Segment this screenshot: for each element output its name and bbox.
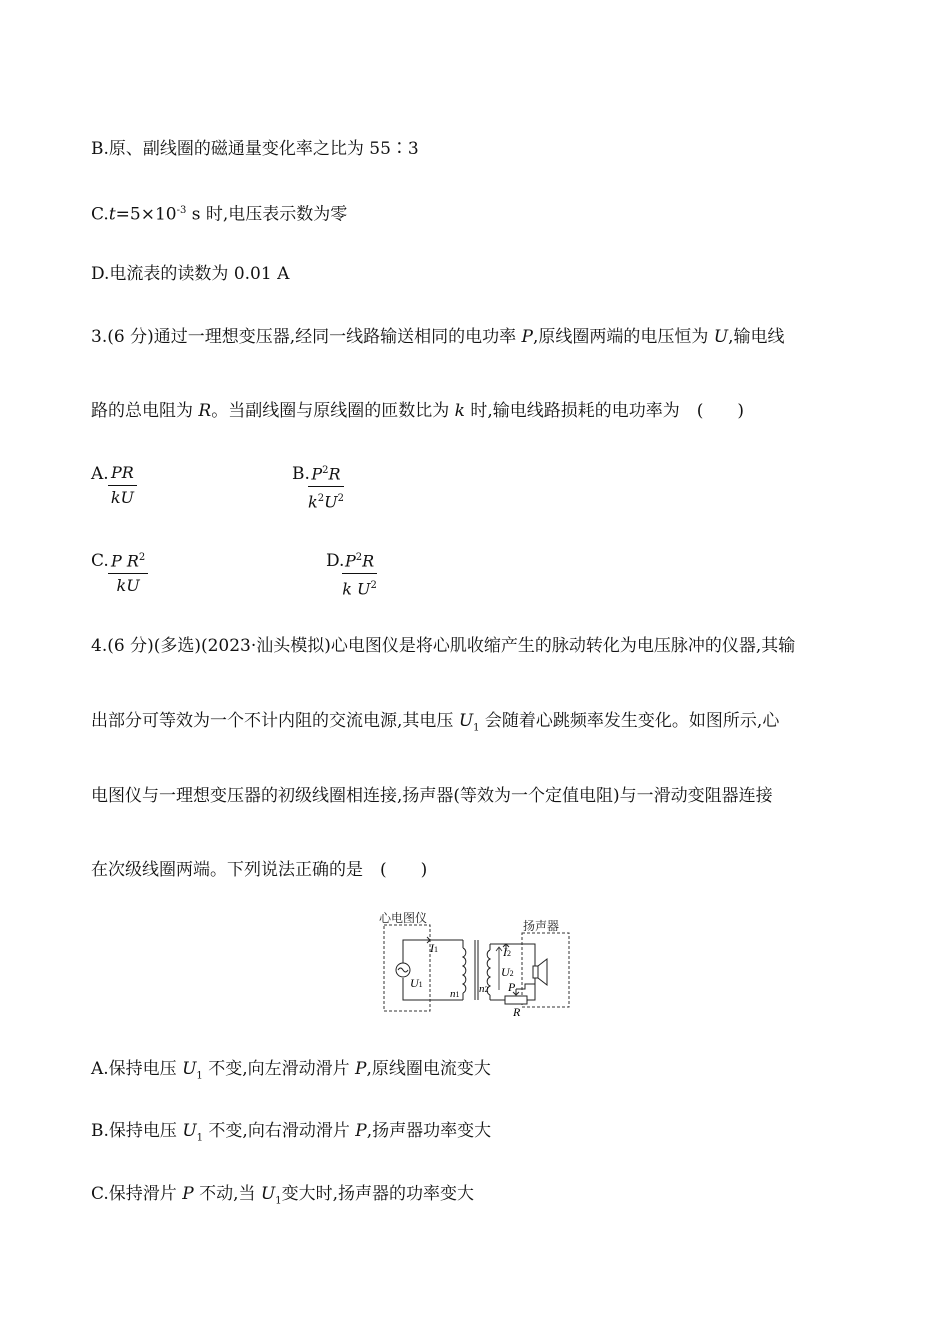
speaker-icon bbox=[533, 966, 538, 978]
svg-text:I1: I1 bbox=[430, 941, 438, 955]
primary-coil-icon bbox=[463, 948, 466, 993]
q4-option-a: A.保持电压 $U_1$ 不变,向左滑动滑片 P,原线圈电流变大 bbox=[91, 1059, 491, 1082]
q3-option-b-label: B. bbox=[292, 464, 310, 484]
q4-stem-line2: 出部分可等效为一个不计内阻的交流电源,其电压 $U_1$ 会随着心跳频率发生变化。如图所示,心 bbox=[91, 711, 780, 734]
q3-option-c-label: C. bbox=[91, 551, 109, 571]
svg-text:R: R bbox=[513, 1005, 521, 1019]
svg-text:U1: U1 bbox=[410, 976, 423, 990]
q2-option-d: D.电流表的读数为 0.01 A bbox=[91, 264, 290, 284]
svg-text:U2: U2 bbox=[501, 965, 514, 979]
q3-option-d-fraction: $\frac{P^2R}{k U^2}$ bbox=[342, 548, 377, 600]
svg-text:P: P bbox=[508, 980, 516, 994]
q3-option-a-label: A. bbox=[91, 464, 109, 484]
q4-option-c: C.保持滑片 P 不动,当 $U_1$变大时,扬声器的功率变大 bbox=[91, 1184, 474, 1207]
svg-text:I2: I2 bbox=[503, 945, 511, 959]
q3-stem-line2: 路的总电阻为 R。当副线圈与原线圈的匝数比为 k 时,输电线路损耗的电功率为 ( ) bbox=[91, 401, 745, 421]
q3-option-c-fraction: $\frac{P R^2}{kU}$ bbox=[108, 548, 148, 596]
q3-option-d-label: D. bbox=[326, 551, 345, 571]
q4-stem-line3: 电图仪与一理想变压器的初级线圈相连接,扬声器(等效为一个定值电阻)与一滑动变阻器连接 bbox=[91, 786, 773, 806]
svg-text:n1: n1 bbox=[450, 988, 460, 1000]
svg-text:n2: n2 bbox=[479, 983, 489, 995]
q2-option-c: $C.t=5\times 10^{-3}$ s 时,电压表示数为零 bbox=[91, 204, 348, 225]
q4-stem-line4: 在次级线圈两端。下列说法正确的是 ( ) bbox=[91, 860, 428, 880]
ecg-label: 心电图仪 bbox=[379, 911, 428, 925]
q3-option-a-fraction: $\frac{PR}{kU}$ bbox=[108, 463, 137, 508]
q4-stem-line1: 4.(6 分)(多选)(2023·汕头模拟)心电图仪是将心肌收缩产生的脉动转化为电压脉冲的仪器,其输 bbox=[91, 636, 796, 656]
q3-option-b-fraction: $\frac{P^2R}{k^2U^2}$ bbox=[308, 461, 344, 513]
speaker-label: 扬声器 bbox=[523, 919, 560, 933]
q3-stem-line1: 3.(6 分)通过一理想变压器,经同一线路输送相同的电功率 P,原线圈两端的电压恒为 U,输电线 bbox=[91, 327, 785, 347]
q2-option-b: B.原、副线圈的磁通量变化率之比为 55∶3 bbox=[91, 139, 419, 159]
q4-option-b: B.保持电压 $U_1$ 不变,向右滑动滑片 P,扬声器功率变大 bbox=[91, 1121, 492, 1144]
rheostat-icon bbox=[505, 996, 527, 1004]
q4-circuit-diagram bbox=[375, 908, 575, 1020]
